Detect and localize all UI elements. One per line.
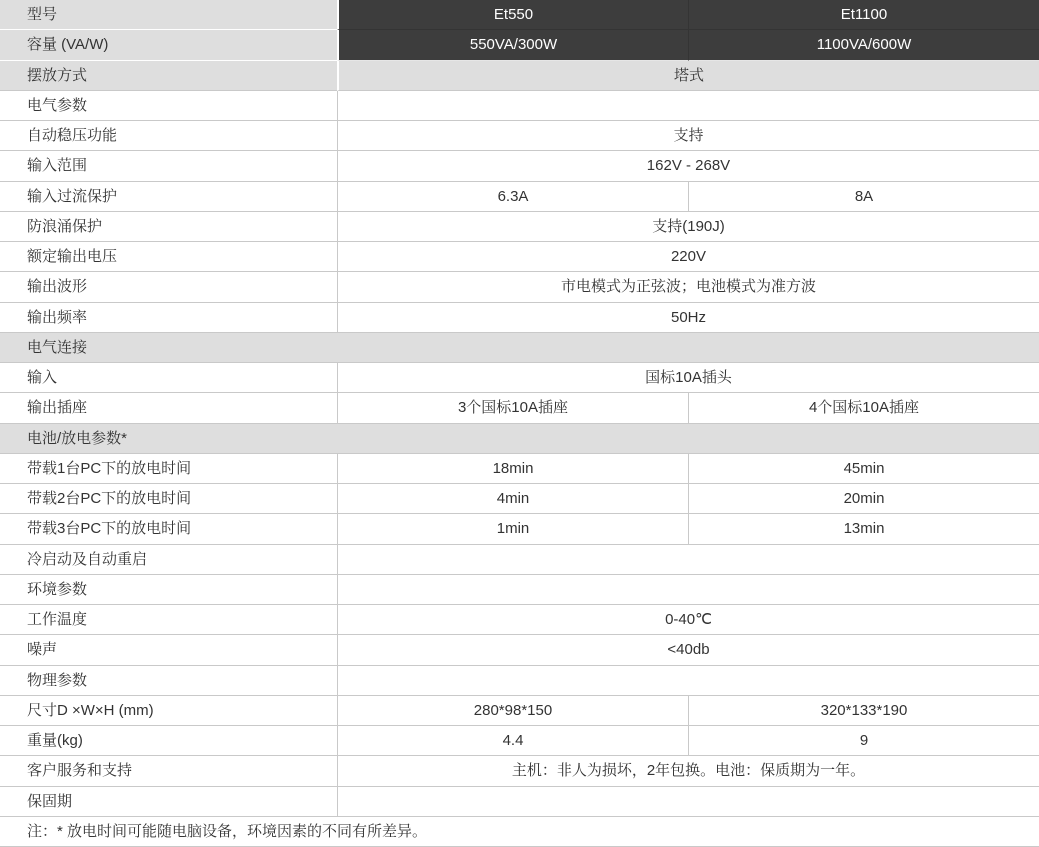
row-label: 输出频率 [0,303,337,333]
row-label: 输入 [0,363,337,393]
spec-row [0,484,1039,514]
spec-row [0,756,1039,786]
row-value-model-2: Et1100 [688,0,1039,30]
row-value-model-2: 320*133*190 [688,696,1039,726]
row-value-span: 162V - 268V [337,151,1039,181]
spec-row [0,272,1039,302]
spec-row [0,726,1039,756]
spec-row [0,121,1039,151]
spec-row [0,696,1039,726]
row-value-model-1: 280*98*150 [337,696,688,726]
spec-row [0,787,1039,817]
row-label: 输出波形 [0,272,337,302]
section-row [0,333,1039,363]
spec-row [0,91,1039,121]
row-value-empty [337,787,1039,817]
spec-row [0,212,1039,242]
spec-row [0,666,1039,696]
row-value-span: 国标10A插头 [337,363,1039,393]
row-value-model-2: 45min [688,454,1039,484]
row-label: 输入过流保护 [0,182,337,212]
spec-row [0,454,1039,484]
row-label: 客户服务和支持 [0,756,337,786]
row-label: 带载1台PC下的放电时间 [0,454,337,484]
row-value-model-2: 9 [688,726,1039,756]
section-row [0,424,1039,454]
row-value-model-2: 8A [688,182,1039,212]
row-value-model-1: 3个国标10A插座 [337,393,688,423]
row-value-span: 市电模式为正弦波；电池模式为准方波 [337,272,1039,302]
spec-row [0,0,1039,30]
row-label: 带载2台PC下的放电时间 [0,484,337,514]
row-value-model-1: 4min [337,484,688,514]
spec-row [0,151,1039,181]
spec-row [0,303,1039,333]
row-value-model-2: 20min [688,484,1039,514]
row-label: 额定输出电压 [0,242,337,272]
row-value-model-2: 13min [688,514,1039,544]
spec-row [0,30,1039,60]
row-value-model-1: Et550 [337,0,688,30]
row-value-span: 主机：非人为损坏，2年包换。电池：保质期为一年。 [337,756,1039,786]
row-value-model-2: 4个国标10A插座 [688,393,1039,423]
row-value-span: 塔式 [337,61,1039,91]
spec-row [0,514,1039,544]
row-label: 重量(kg) [0,726,337,756]
footnote-text: 注：* 放电时间可能随电脑设备，环境因素的不同有所差异。 [0,817,1039,847]
row-label: 输入范围 [0,151,337,181]
row-value-model-1: 4.4 [337,726,688,756]
spec-row [0,242,1039,272]
row-value-model-1: 550VA/300W [337,30,688,60]
section-label: 电气连接 [0,333,1039,363]
row-value-model-2: 1100VA/600W [688,30,1039,60]
row-value-span: 50Hz [337,303,1039,333]
row-label: 冷启动及自动重启 [0,545,337,575]
footnote-row [0,817,1039,847]
spec-row [0,575,1039,605]
row-value-empty [337,91,1039,121]
row-label: 型号 [0,0,337,30]
row-label: 噪声 [0,635,337,665]
row-label: 输出插座 [0,393,337,423]
spec-row [0,363,1039,393]
row-label: 容量 (VA/W) [0,30,337,60]
row-value-model-1: 18min [337,454,688,484]
row-label: 工作温度 [0,605,337,635]
row-label: 保固期 [0,787,337,817]
row-value-empty [337,545,1039,575]
row-label: 自动稳压功能 [0,121,337,151]
section-label: 电池/放电参数* [0,424,1039,454]
row-value-empty [337,666,1039,696]
row-label: 电气参数 [0,91,337,121]
spec-row [0,182,1039,212]
row-label: 尺寸D ×W×H (mm) [0,696,337,726]
row-value-span: 0-40℃ [337,605,1039,635]
spec-row [0,393,1039,423]
row-value-span: 220V [337,242,1039,272]
spec-row [0,545,1039,575]
row-value-model-1: 6.3A [337,182,688,212]
spec-row [0,635,1039,665]
row-label: 环境参数 [0,575,337,605]
spec-row [0,61,1039,91]
row-value-span: 支持(190J) [337,212,1039,242]
row-label: 物理参数 [0,666,337,696]
row-label: 防浪涌保护 [0,212,337,242]
row-value-span: <40db [337,635,1039,665]
row-label: 带载3台PC下的放电时间 [0,514,337,544]
spec-row [0,605,1039,635]
row-label: 摆放方式 [0,61,337,91]
row-value-model-1: 1min [337,514,688,544]
row-value-empty [337,575,1039,605]
row-value-span: 支持 [337,121,1039,151]
